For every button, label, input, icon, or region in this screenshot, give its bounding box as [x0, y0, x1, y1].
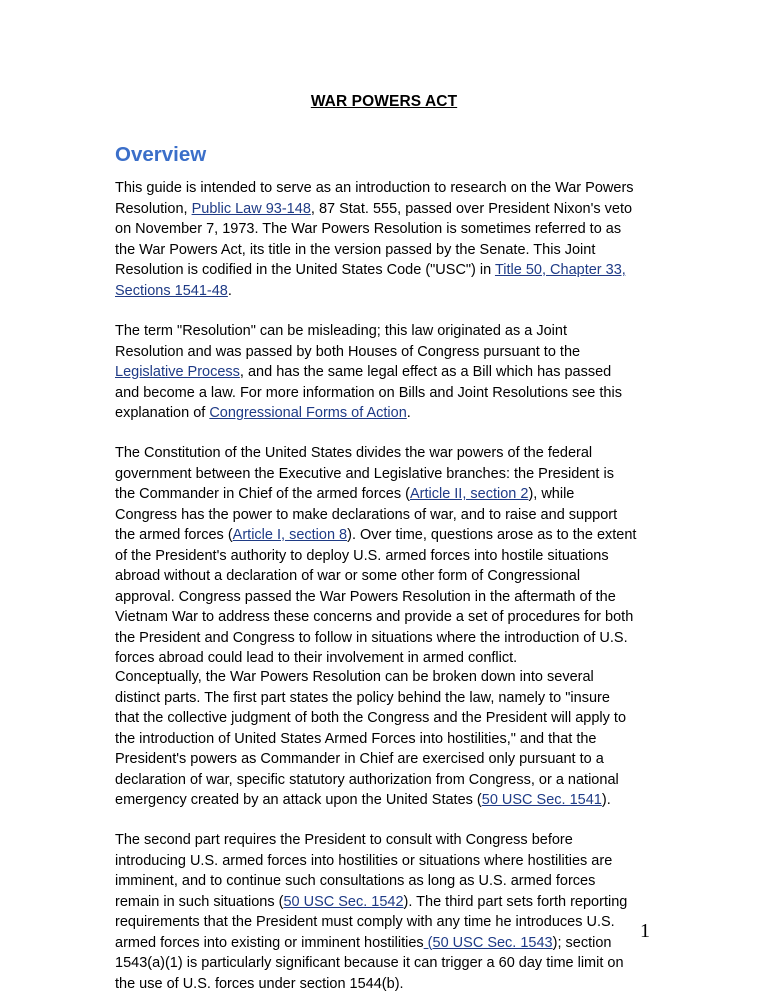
text-span: ). The third part sets forth reporting	[403, 893, 628, 910]
text-line: 1543(a)(1) is particularly significant because it can trigger a 60 day time limit on	[115, 955, 624, 971]
text-span: ).	[601, 792, 611, 808]
text-line	[115, 260, 660, 281]
paragraph-second-part	[115, 830, 660, 994]
text-span: the armed forces (	[115, 527, 233, 543]
text-span: , and has the same legal effect as a Bill which has passed	[239, 364, 612, 380]
link-title-50-chapter-33[interactable]: Title 50, Chapter 33,	[494, 262, 626, 278]
text-line: President's powers as Commander in Chief are exercised only pursuant to a	[115, 751, 604, 767]
text-line	[115, 933, 660, 954]
paragraph-resolution-term	[115, 321, 660, 424]
text-span: .	[227, 282, 232, 299]
text-line	[115, 281, 660, 302]
text-line: the introduction of United States Armed Forces into hostilities," and that the	[115, 730, 597, 747]
text-line: Conceptually, the War Powers Resolution can be broken down into several	[115, 669, 594, 685]
text-line: the President and Congress to follow in situations where the introduction of U.S.	[115, 629, 628, 646]
text-span: ). Over time, questions arose as to the extent	[347, 527, 637, 543]
text-line: and become a law. For more information on Bills and Joint Resolutions see this	[115, 384, 622, 401]
text-span: Resolution is codified in the United States Code ("USC") in	[115, 262, 495, 278]
text-line	[115, 525, 660, 546]
text-line: that the collective judgment of both the Congress and the President will apply to	[115, 710, 627, 726]
text-line: imminent, and to continue such consultations as long as U.S. armed forces	[115, 873, 596, 889]
text-line: on November 7, 1973. The War Powers Resolution is sometimes referred to as	[115, 221, 622, 237]
text-line: The second part requires the President to consult with Congress before	[115, 832, 573, 848]
text-line: forces abroad could lead to their involvement in armed conflict.	[115, 650, 518, 666]
text-line: Resolution and was passed by both Houses of Congress pursuant to the	[115, 343, 581, 360]
link-50-usc-1542[interactable]: 50 USC Sec. 1542	[283, 893, 404, 910]
text-line: the use of U.S. forces under section 1544(b).	[115, 975, 404, 992]
text-line: approval. Congress passed the War Powers Resolution in the aftermath of the	[115, 588, 616, 605]
text-line: the War Powers Act, its title in the version passed by the Senate. This Joint	[115, 241, 596, 258]
text-line: government between the Executive and Legislative branches: the President is	[115, 465, 614, 482]
text-line: declaration of war, specific statutory authorization from Congress, or a national	[115, 771, 619, 788]
link-article-ii-section-2[interactable]: Article II, section 2	[409, 486, 529, 502]
text-line: Vietnam War to address these concerns and provide a set of procedures for both	[115, 609, 634, 625]
text-line	[115, 403, 660, 424]
text-span: the Commander in Chief of the armed forces (	[115, 486, 410, 502]
paragraph-intro	[115, 178, 660, 301]
text-span: remain in such situations (	[115, 893, 284, 910]
text-line: of the President's authority to deploy U.S. armed forces into hostile situations	[115, 547, 609, 564]
text-span: ), while	[528, 486, 575, 502]
text-line: distinct parts. The first part states the policy behind the law, namely to "insure	[115, 689, 610, 706]
text-line: requirements that the President must comply with any time he introduces U.S.	[115, 914, 615, 930]
text-line	[115, 362, 660, 383]
paragraph-conceptual-parts	[115, 667, 660, 811]
text-line: introducing U.S. armed forces into hostilities or situations where hostilities are	[115, 852, 613, 869]
text-span: .	[406, 405, 411, 421]
link-50-usc-1541[interactable]: 50 USC Sec. 1541	[481, 792, 602, 808]
text-line: abroad without a declaration of war or some other form of Congressional	[115, 568, 581, 584]
text-line	[115, 892, 660, 913]
text-line: This guide is intended to serve as an introduction to research on the War Powers	[115, 180, 634, 196]
text-span: emergency created by an attack upon the United States (	[115, 792, 482, 808]
link-public-law[interactable]: Public Law 93-148	[191, 200, 311, 217]
link-article-i-section-8[interactable]: Article I, section 8	[232, 527, 348, 543]
link-sections-1541-48[interactable]: Sections 1541-48	[115, 282, 228, 299]
text-span: armed forces into existing or imminent hostilities	[115, 934, 424, 951]
text-line	[115, 484, 660, 505]
link-congressional-forms-of-action[interactable]: Congressional Forms of Action	[209, 405, 407, 421]
link-50-usc-1543[interactable]: (50 USC Sec. 1543	[423, 934, 553, 951]
text-line	[115, 790, 660, 811]
text-line: The term "Resolution" can be misleading; this law originated as a Joint	[115, 323, 567, 339]
paragraph-constitution	[115, 443, 660, 669]
document-title: WAR POWERS ACT	[310, 93, 458, 110]
text-span: ); section	[552, 934, 612, 951]
text-span: explanation of	[115, 405, 210, 421]
text-line: Congress has the power to make declarations of war, and to raise and support	[115, 506, 618, 523]
text-line	[115, 199, 660, 220]
link-legislative-process[interactable]: Legislative Process	[115, 364, 240, 380]
text-span: , 87 Stat. 555, passed over President Nixon's veto	[310, 200, 633, 217]
page-number: 1	[640, 920, 650, 942]
text-line: The Constitution of the United States divides the war powers of the federal	[115, 445, 593, 461]
text-span: Resolution,	[115, 200, 192, 217]
section-heading-overview: Overview	[115, 143, 207, 166]
